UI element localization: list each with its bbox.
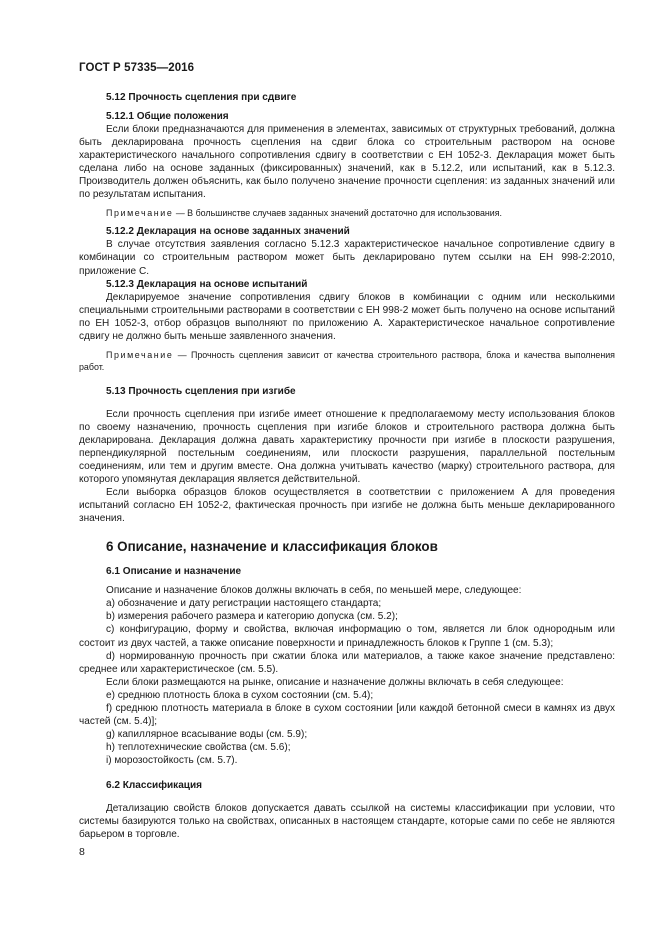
document-header: ГОСТ Р 57335—2016 — [79, 62, 195, 74]
list-item: d) нормированную прочность при сжатии блока или материалов, а также какое значение представлено: среднее или характеристическое (см. 5.5). — [79, 650, 615, 675]
subsection-heading-5-12-3: 5.12.3 Декларация на основе испытаний — [106, 278, 308, 290]
note-5-12-3 — [79, 349, 615, 373]
note-text: — Прочность сцепления зависит от качества строительного раствора, блока и качества выполнения работ. — [79, 349, 615, 372]
note-text: — В большинстве случаев заданных значений достаточно для использования. — [173, 208, 503, 219]
paragraph-5-13-2: Если выборка образцов блоков осуществляется в соответствии с приложением А для проведения испытаний согласно ЕН 1052-2, фактическая прочность при изгибе не должна быть меньше декларированного значения. — [79, 487, 615, 525]
subsection-heading-5-12-2: 5.12.2 Декларация на основе заданных значений — [106, 226, 350, 238]
subsection-heading-5-12-1: 5.12.1 Общие положения — [106, 111, 229, 123]
list-item: g) капиллярное всасывание воды (см. 5.9); — [106, 728, 308, 740]
paragraph-6-1-market: Если блоки размещаются на рынке, описание и назначение должны включать в себя следующее: — [106, 676, 564, 688]
chapter-heading-6: 6 Описание, назначение и классификация блоков — [106, 539, 438, 555]
list-item: b) измерения рабочего размера и категорию допуска (см. 5.2); — [106, 611, 398, 623]
list-item: а) обозначение и дату регистрации настоящего стандарта; — [106, 598, 382, 610]
section-heading-6-1: 6.1 Описание и назначение — [106, 566, 242, 578]
list-item: i) морозостойкость (см. 5.7). — [106, 754, 238, 766]
note-label: Примечание — [106, 208, 174, 219]
document-body — [79, 91, 615, 841]
page-number: 8 — [79, 846, 85, 858]
list-item: f) среднюю плотность материала в блоке в сухом состоянии [или каждой бетонной смеси в камнях из двух частей (см. 5.4)]; — [79, 702, 615, 727]
paragraph-5-13-1: Если прочность сцепления при изгибе имеет отношение к предполагаемому месту использования блоков по своему назначению, прочность сцепления при изгибе блоков и строительного раствора должна быть декларирована. Декларация должна давать характеристику прочности при изгибе в плоскости разрушения, перпендикулярной постельным соединениям, или плоскости разрушения, параллельной постельным соединениям, или тем и другим вместе. Она должна учитывать качество (марку) строительного раствора, для которого упомянутая декларация является действительной. — [79, 408, 615, 486]
list-item: с) конфигурацию, форму и свойства, включая информацию о том, является ли блок однородным или состоит из двух частей, а также описание поверхности и принадлежность блоков к Группе 1 (см. 5.3); — [79, 624, 615, 649]
section-heading-5-12: 5.12 Прочность сцепления при сдвиге — [106, 92, 297, 103]
list-item: h) теплотехнические свойства (см. 5.6); — [106, 741, 291, 753]
note-5-12-1 — [79, 207, 615, 219]
paragraph-5-12-2: В случае отсутствия заявления согласно 5.12.3 характеристическое начальное сопротивление сдвигу в комбинации со строительным раствором может быть декларировано путем ссылки на ЕН 998-2:2010, приложение С. — [79, 239, 615, 277]
section-heading-6-2: 6.2 Классификация — [106, 779, 203, 791]
note-label: Примечание — [106, 349, 174, 360]
paragraph-6-2: Детализацию свойств блоков допускается давать ссылкой на системы классификации при условии, что системы базируются только на свойствах, описанных в настоящем стандарте, которые сами по себе не являются барьером в торговле. — [79, 803, 615, 841]
paragraph-5-12-1: Если блоки предназначаются для применения в элементах, зависимых от структурных требований, должна быть декларирована прочность сцепления на сдвиг блока со строительным раствором на основе характеристического начального сопротивления сдвигу в соответствии с ЕН 1052-3. Декларация может быть сделана либо на основе заданных (фиксированных) значений, как в 5.12.2, или испытаний, как в 5.12.3. Производитель должен объяснить, как было получено значение прочности сцепления: из заданных значений или по результатам испытания. — [79, 124, 615, 201]
paragraph-5-12-3: Декларируемое значение сопротивления сдвигу блоков в комбинации с одним или несколькими специальными строительными растворами в соответствии с ЕН 998-2 может быть получено на основе испытаний по ЕН 1052-3, отбор образцов выполняют по приложению А. Характеристическое начальное сопротивление сдвигу не должно быть меньше заявленного значения. — [79, 291, 615, 342]
paragraph-6-1-intro: Описание и назначение блоков должны включать в себя, по меньшей мере, следующее: — [106, 585, 522, 597]
section-heading-5-13: 5.13 Прочность сцепления при изгибе — [106, 385, 296, 397]
list-item: е) среднюю плотность блока в сухом состоянии (см. 5.4); — [106, 689, 374, 701]
